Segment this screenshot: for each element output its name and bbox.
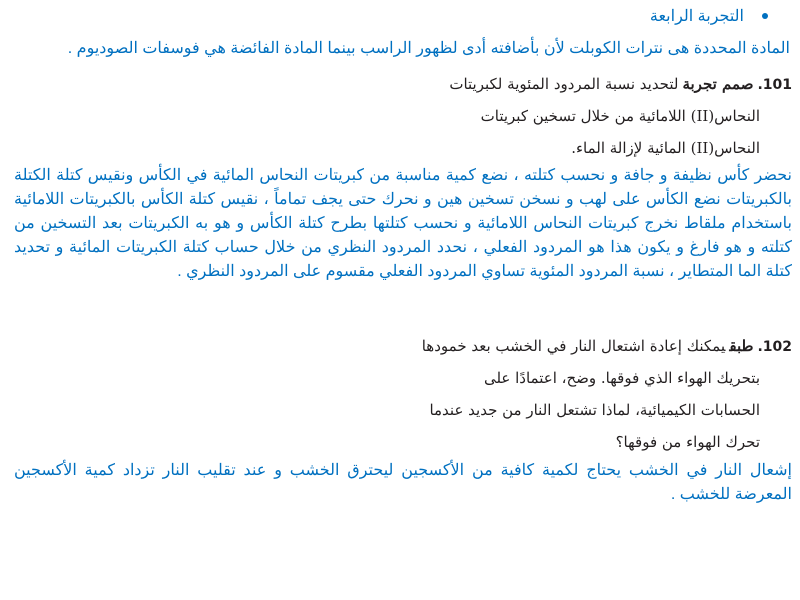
question-102-line-1 (422, 330, 792, 362)
section-heading (650, 6, 768, 26)
question-102-line-3: الحسابات الكيميائية، لماذا تشتعل النار من جديد عندما (429, 401, 760, 419)
answer-102: إشعال النار في الخشب يحتاج لكمية كافية من الأكسجين ليحترق الخشب و عند تقليب النار تزداد كمية الأكسجين المعرضة للخشب . (14, 462, 792, 503)
question-101-line-3: النحاس(II) المائية لإزالة الماء. (571, 139, 760, 157)
answer-limiting-reagent: المادة المحددة هى نترات الكوبلت لأن بأضافته أدى لظهور الراسب بينما المادة الفائضة هي فوسفات الصوديوم . (67, 40, 790, 57)
question-102-verb: طبق (729, 337, 754, 355)
question-101-text-1: لتحديد نسبة المردود المئوية لكبريتات (449, 75, 679, 93)
question-102-line-2: بتحريك الهواء الذي فوقها. وضح، اعتمادًا على (483, 369, 760, 387)
question-101 (449, 68, 792, 164)
question-102 (422, 330, 792, 458)
question-101-line-2: النحاس(II) اللامائية من خلال تسخين كبريتات (480, 107, 760, 125)
answer-101: نحضر كأس نظيفة و جافة و نحسب كتلته ، نضع كمية مناسبة من كبريتات النحاس المائية في الكأس ونقيس كتلة الكتلة بالكبريتات نضع الكأس على لهب و نسخن تسخين هين و نحرك حتى يجف تماماً ، نقيس كتلة الكأس بالكبريتات اللامائية باستخدام ملقاط نخرج كبريتات النحاس اللامائية و نحسب كتلتها بطرح كتلة الكأس و هو به الكبريتات بعد التسخين من كتلته و هو فارغ و يكون هذا هو المردود الفعلي ، نحدد المردود النظري من خلال حساب كتلة الكبريتات المائية و تحديد كتلة الما المتطاير ، نسبة المردود المئوية تساوي المردود الفعلي مقسوم على المردود النظري . (14, 167, 793, 280)
question-102-text-1: يمكنك إعادة اشتعال النار في الخشب بعد خمودها (421, 337, 726, 355)
question-101-number: 101. (757, 77, 792, 93)
question-102-number: 102. (757, 339, 792, 355)
question-102-line-4: تحرك الهواء من فوقها؟ (615, 433, 760, 451)
bullet-icon (762, 13, 768, 19)
question-101-line-1 (449, 68, 792, 100)
question-101-verb: صمم تجربة (682, 75, 754, 93)
section-heading-text: التجربة الرابعة (649, 8, 744, 25)
